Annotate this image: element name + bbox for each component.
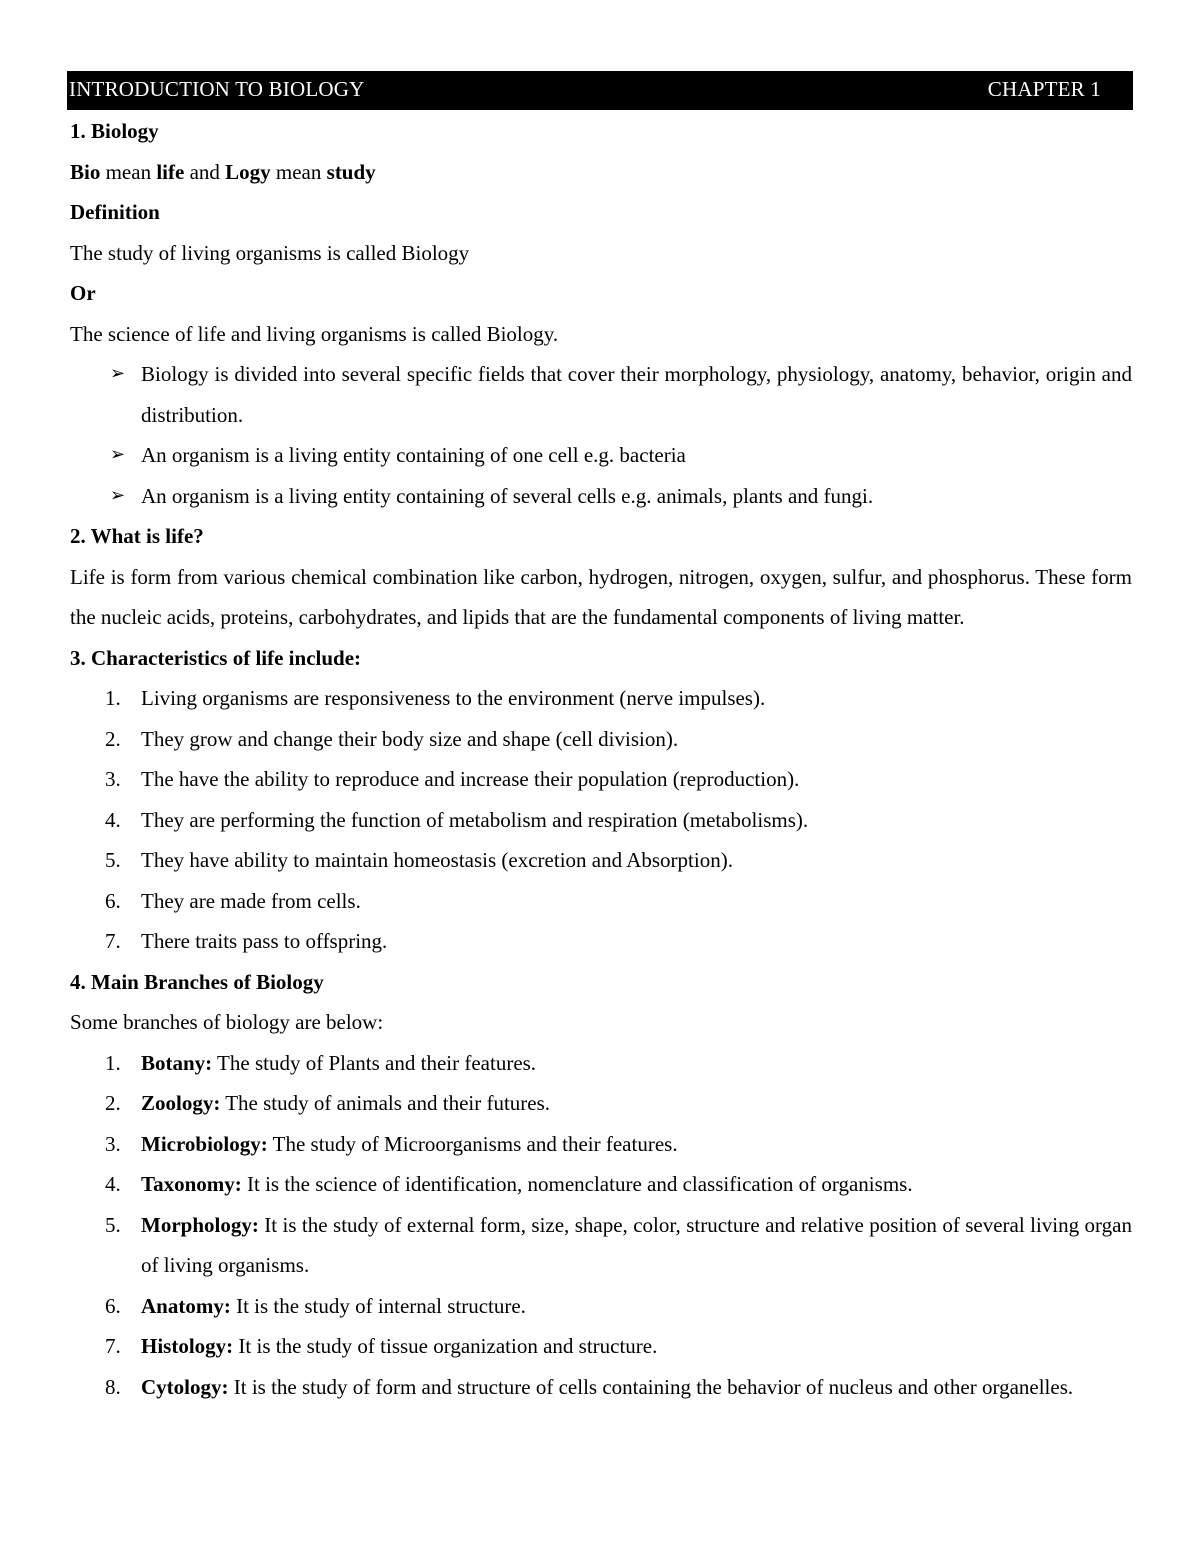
etymology-text: and: [184, 159, 226, 184]
list-item-text: They are performing the function of metabolism and respiration (metabolisms).: [141, 807, 809, 832]
arrow-bullet-icon: ➢: [110, 444, 126, 465]
branch-term: Cytology:: [141, 1374, 229, 1399]
branches-list: [70, 1043, 1132, 1408]
list-item-text: An organism is a living entity containing of several cells e.g. animals, plants and fungi.: [141, 483, 874, 508]
list-item: [70, 881, 1132, 922]
section-2-heading: 2. What is life?: [70, 524, 204, 548]
chapter-header-bar: [67, 71, 1133, 110]
definition-label: Definition: [70, 200, 160, 224]
etymology-text: mean: [100, 159, 157, 184]
list-item: [70, 1367, 1132, 1408]
list-item: [70, 800, 1132, 841]
branch-description: It is the study of internal structure.: [230, 1293, 526, 1318]
etymology-text: mean: [270, 159, 327, 184]
list-item: [70, 1083, 1132, 1124]
document-body: [70, 111, 1132, 1407]
list-number: 2.: [105, 726, 121, 751]
branch-term: Morphology:: [141, 1212, 259, 1237]
list-number: 5.: [105, 1212, 121, 1237]
section-4-intro: Some branches of biology are below:: [70, 1010, 384, 1034]
list-number: 4.: [105, 1172, 121, 1196]
list-item: [70, 435, 1132, 476]
section-2-paragraph: Life is form from various chemical combination like carbon, hydrogen, nitrogen, oxygen, sulfur, and phosphorus. These form the nucleic acids, proteins, carbohydrates, and lipids that are the fundamental components of living matter.: [70, 564, 1132, 629]
term-logy: Logy: [225, 159, 271, 184]
or-label: Or: [70, 281, 96, 305]
list-item-text: They have ability to maintain homeostasis (excretion and Absorption).: [141, 848, 733, 872]
list-item: [70, 840, 1132, 881]
list-item: [70, 1124, 1132, 1165]
list-item-text: There traits pass to offspring.: [141, 929, 388, 953]
list-item: [70, 1164, 1132, 1205]
list-number: 6.: [105, 888, 121, 913]
list-item-text: They grow and change their body size and shape (cell division).: [141, 726, 679, 751]
list-item: [70, 1043, 1132, 1084]
list-number: 2.: [105, 1091, 121, 1115]
branch-term: Microbiology:: [141, 1131, 268, 1156]
list-item: [70, 1205, 1132, 1286]
section-3-heading: 3. Characteristics of life include:: [70, 645, 362, 670]
list-number: 8.: [105, 1374, 121, 1399]
list-item-text: Living organisms are responsiveness to the environment (nerve impulses).: [141, 686, 766, 710]
list-item-text: Biology is divided into several specific fields that cover their morphology, physiology, anatomy, behavior, origin and distribution.: [141, 362, 1132, 427]
branch-description: It is the study of form and structure of cells containing the behavior of nucleus and other organelles.: [228, 1374, 1074, 1399]
definition-alt-text: The science of life and living organisms is called Biology.: [70, 321, 559, 346]
arrow-bullet-icon: ➢: [110, 363, 126, 384]
list-number: 3.: [105, 767, 121, 791]
branch-description: It is the science of identification, nomenclature and classification of organisms.: [241, 1172, 913, 1196]
list-item: [70, 1326, 1132, 1367]
list-number: 7.: [105, 1334, 121, 1358]
list-item: [70, 759, 1132, 800]
section-1-heading: 1. Biology: [70, 119, 159, 143]
list-number: 6.: [105, 1293, 121, 1318]
document-title: INTRODUCTION TO BIOLOGY: [69, 77, 365, 101]
branch-term: Histology:: [141, 1334, 234, 1358]
list-number: 3.: [105, 1131, 121, 1156]
branch-term: Botany:: [141, 1050, 213, 1075]
term-life: life: [156, 159, 185, 184]
chapter-label: CHAPTER 1: [987, 77, 1101, 101]
branch-description: The study of Microorganisms and their features.: [267, 1131, 678, 1156]
section-4-heading: 4. Main Branches of Biology: [70, 969, 324, 994]
list-item-text: They are made from cells.: [141, 888, 361, 913]
definition-text: The study of living organisms is called Biology: [70, 240, 470, 265]
biology-bullet-list: [70, 354, 1132, 516]
list-item: [70, 354, 1132, 435]
branch-description: The study of animals and their futures.: [220, 1091, 551, 1115]
branch-term: Anatomy:: [141, 1293, 231, 1318]
list-item-text: An organism is a living entity containing of one cell e.g. bacteria: [141, 443, 686, 467]
list-item: [70, 678, 1132, 719]
branch-description: It is the study of external form, size, shape, color, structure and relative position of several living organ of living organisms.: [141, 1212, 1132, 1277]
list-number: 7.: [105, 929, 121, 953]
branch-term: Taxonomy:: [141, 1172, 242, 1196]
branch-description: The study of Plants and their features.: [212, 1050, 537, 1075]
list-number: 1.: [105, 686, 121, 710]
list-number: 4.: [105, 807, 121, 832]
term-bio: Bio: [70, 159, 101, 184]
term-study: study: [326, 159, 376, 184]
list-item-text: The have the ability to reproduce and increase their population (reproduction).: [141, 767, 800, 791]
list-item: [70, 921, 1132, 962]
arrow-bullet-icon: ➢: [110, 484, 126, 506]
list-number: 5.: [105, 848, 121, 872]
list-item: [70, 1286, 1132, 1327]
list-number: 1.: [105, 1050, 121, 1075]
etymology-line: [70, 152, 1132, 193]
branch-term: Zoology:: [141, 1091, 221, 1115]
branch-description: It is the study of tissue organization and structure.: [233, 1334, 658, 1358]
list-item: [70, 719, 1132, 760]
list-item: [70, 476, 1132, 517]
characteristics-list: [70, 678, 1132, 962]
